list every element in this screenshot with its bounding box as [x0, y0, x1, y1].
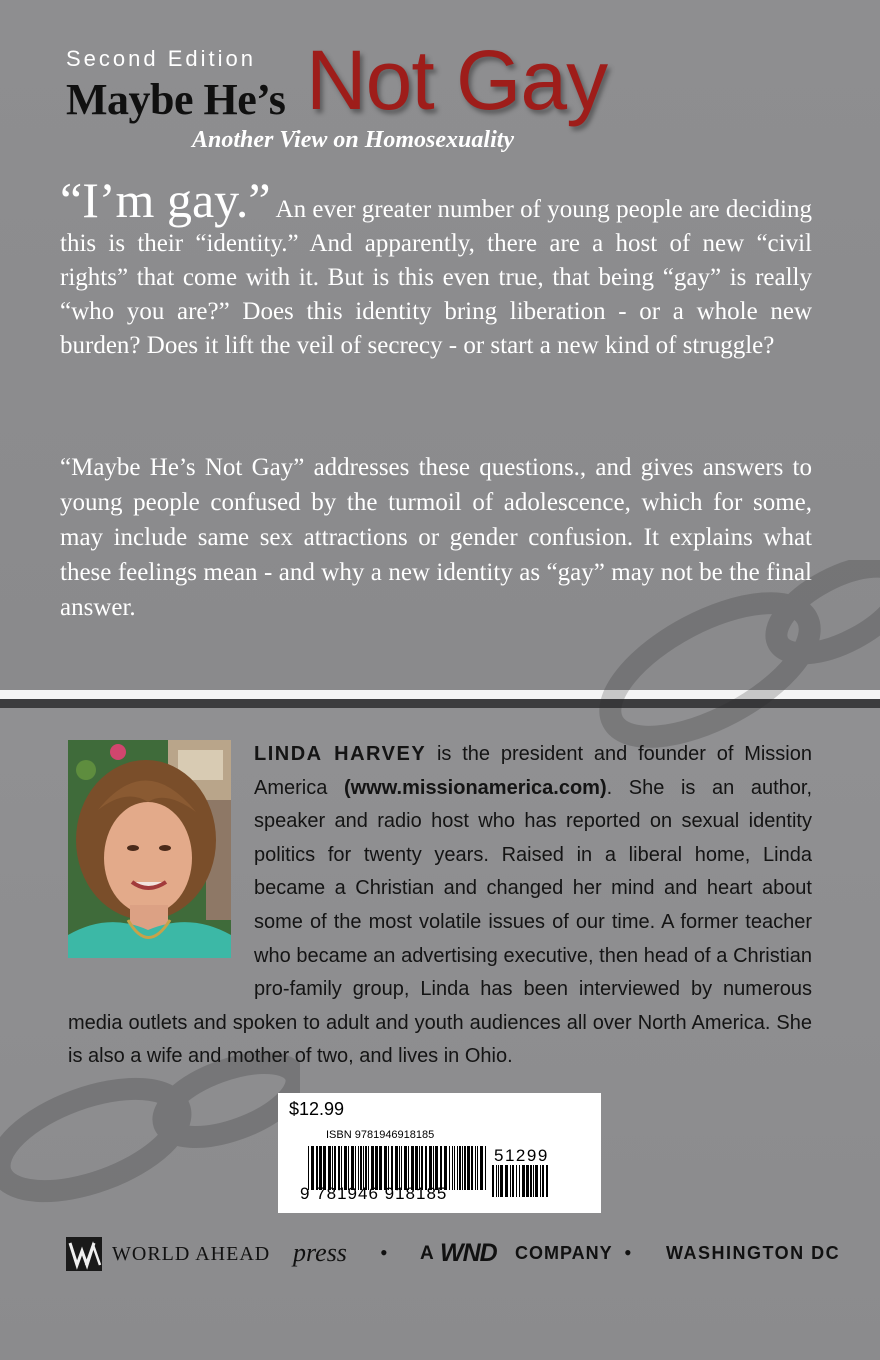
barcode-bar — [480, 1146, 483, 1190]
publisher-press: press — [293, 1238, 347, 1267]
author-website: (www.missionamerica.com) — [343, 776, 607, 799]
barcode-bar — [454, 1146, 455, 1190]
barcode-bar — [452, 1146, 453, 1190]
barcode-bar — [467, 1146, 470, 1190]
barcode-bar — [535, 1165, 538, 1197]
barcode-bar — [522, 1165, 525, 1197]
barcode-bar — [498, 1165, 499, 1197]
footer-bullet-1: • — [380, 1240, 388, 1265]
footer-a: A — [420, 1243, 434, 1264]
barcode-bar — [464, 1146, 466, 1190]
blurb-opening-quote: “I’m gay.” — [60, 172, 271, 228]
barcode-bar — [459, 1146, 461, 1190]
barcode-bar — [462, 1146, 463, 1190]
blurb-paragraph-2: “Maybe He’s Not Gay” addresses these questions., and gives answers to young people confused by the turmoil of adolescence, which for some, may include same sex attractions or gender confusion. It explains what these feelings mean - and why a new identity as “gay” may not be the final answer. — [60, 454, 812, 621]
barcode-label — [278, 1093, 601, 1213]
barcode-bar — [533, 1165, 534, 1197]
footer-bullet-2: • — [624, 1240, 632, 1265]
barcode-bar — [449, 1146, 450, 1190]
barcode-bar — [475, 1146, 476, 1190]
bio-text-2: . She is an author, speaker and radio host who has reported on sexual identity politics for twenty years. Raised in a liberal home, Linda became a Christian and changed her mind and heart about some of the most volatile issues of our time. A former teacher who became an advertising executive, then head of a Christian pro-family group, Linda has been interviewed by numerous media outlets and spoken to adult and youth audiences all over North America. She is also a wife and mother of two, and lives in Ohio. — [68, 776, 812, 1068]
addon-digits: 51299 — [494, 1146, 549, 1165]
isbn-text: ISBN 9781946918185 — [326, 1129, 435, 1141]
author-bio — [68, 738, 812, 1074]
barcode-bar — [492, 1165, 494, 1197]
price: $12.99 — [289, 1099, 345, 1119]
barcode-bar — [471, 1146, 473, 1190]
publisher-name: WORLD AHEAD — [112, 1243, 271, 1265]
wnd-logo: WND — [440, 1239, 497, 1267]
barcode-bar — [510, 1165, 511, 1197]
barcode-bar — [516, 1165, 517, 1197]
barcode-bar — [496, 1165, 497, 1197]
barcode-bar — [500, 1165, 503, 1197]
footer-location: WASHINGTON DC — [666, 1243, 841, 1263]
barcode-bar — [457, 1146, 458, 1190]
title-highlight: Not Gay — [306, 33, 608, 127]
barcode-bar — [519, 1165, 520, 1197]
addon-barcode — [492, 1165, 548, 1197]
ean-digits: 9 781946 918185 — [300, 1184, 448, 1203]
barcode-bar — [477, 1146, 478, 1190]
barcode-bar — [505, 1165, 508, 1197]
barcode-bar — [526, 1165, 529, 1197]
blurb-paragraph-1 — [60, 172, 812, 363]
barcode-bar — [542, 1165, 544, 1197]
blurb-paragraph-1-text: An ever greater number of young people are deciding this is their “identity.” And apparently, there are a host of new “civil rights” that come with it. But is this even true, that being “gay” is really “who you are?” Does this identity bring liberation - or a whole new burden? Does it lift the veil of secrecy - or start a new kind of struggle? — [60, 196, 812, 359]
author-name: LINDA HARVEY — [254, 743, 427, 765]
title-first-part: Maybe He’s — [66, 75, 286, 124]
barcode-bar — [530, 1165, 532, 1197]
barcode-bar — [512, 1165, 514, 1197]
edition-label: Second Edition — [66, 46, 256, 71]
world-ahead-logo — [66, 1237, 102, 1271]
bio-text-1: is the president and founder of Mission America — [254, 743, 812, 799]
barcode-bar — [540, 1165, 541, 1197]
subtitle: Another View on Homosexuality — [192, 127, 515, 153]
footer-company: COMPANY — [515, 1243, 613, 1263]
barcode-bar — [485, 1146, 486, 1190]
barcode-bar — [546, 1165, 548, 1197]
bio-photo-spacer — [68, 738, 254, 974]
